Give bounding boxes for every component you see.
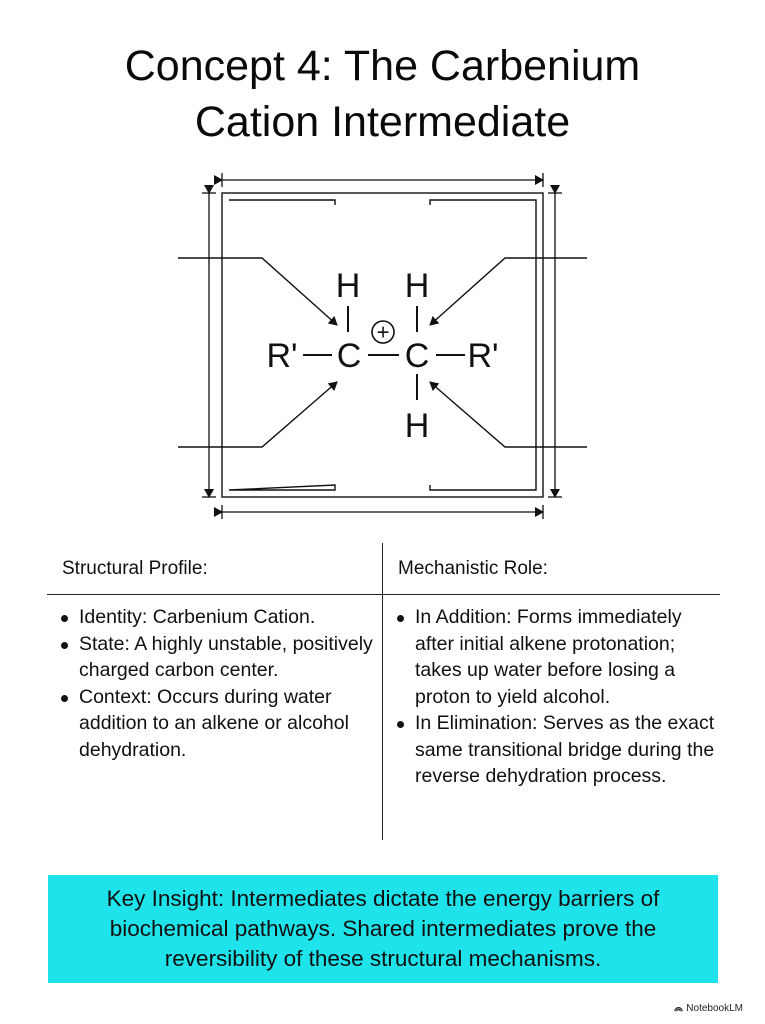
carbenium-structure-diagram: [0, 160, 765, 530]
list-item: Identity: Carbenium Cation.: [60, 604, 380, 631]
title-line-2: Cation Intermediate: [194, 98, 571, 146]
callout-arrows: [178, 258, 587, 447]
atom-h-bottom: H: [404, 407, 430, 445]
atom-r-right: R': [467, 337, 499, 375]
atom-h-top-left: H: [335, 267, 361, 305]
atom-r-left: R': [266, 337, 298, 375]
title-line-1: Concept 4: The Carbenium: [124, 42, 641, 90]
key-insight-banner: [48, 875, 718, 983]
atom-c-left: C: [336, 337, 362, 375]
positive-charge-icon: [372, 320, 394, 345]
atom-c-right: C: [404, 337, 430, 375]
brand-label: NotebookLM: [686, 1003, 743, 1014]
brand-watermark: [674, 1003, 743, 1014]
key-insight-text: Key Insight: Intermediates dictate the energy barriers of biochemical pathways. Shared intermediates prove the reversibility of these structural mechanisms.: [106, 886, 660, 971]
dimension-lines: [202, 173, 562, 519]
table-header-divider: [47, 594, 720, 595]
structural-profile-list: [60, 604, 380, 763]
column-divider: [382, 543, 383, 840]
atom-h-top-right: H: [404, 267, 430, 305]
mechanistic-role-heading: Mechanistic Role:: [398, 558, 548, 579]
list-item: In Elimination: Serves as the exact same transitional bridge during the reverse dehydration process.: [396, 710, 726, 790]
structural-profile-heading: Structural Profile:: [62, 558, 208, 579]
page-title: [0, 38, 765, 150]
charge-sign: +: [376, 319, 390, 345]
mechanistic-role-list: [396, 604, 726, 790]
list-item: State: A highly unstable, positively charged carbon center.: [60, 631, 380, 684]
notebooklm-logo-icon: [674, 1004, 683, 1013]
list-item: In Addition: Forms immediately after initial alkene protonation; takes up water before losing a proton to yield alcohol.: [396, 604, 726, 710]
list-item: Context: Occurs during water addition to an alkene or alcohol dehydration.: [60, 684, 380, 764]
